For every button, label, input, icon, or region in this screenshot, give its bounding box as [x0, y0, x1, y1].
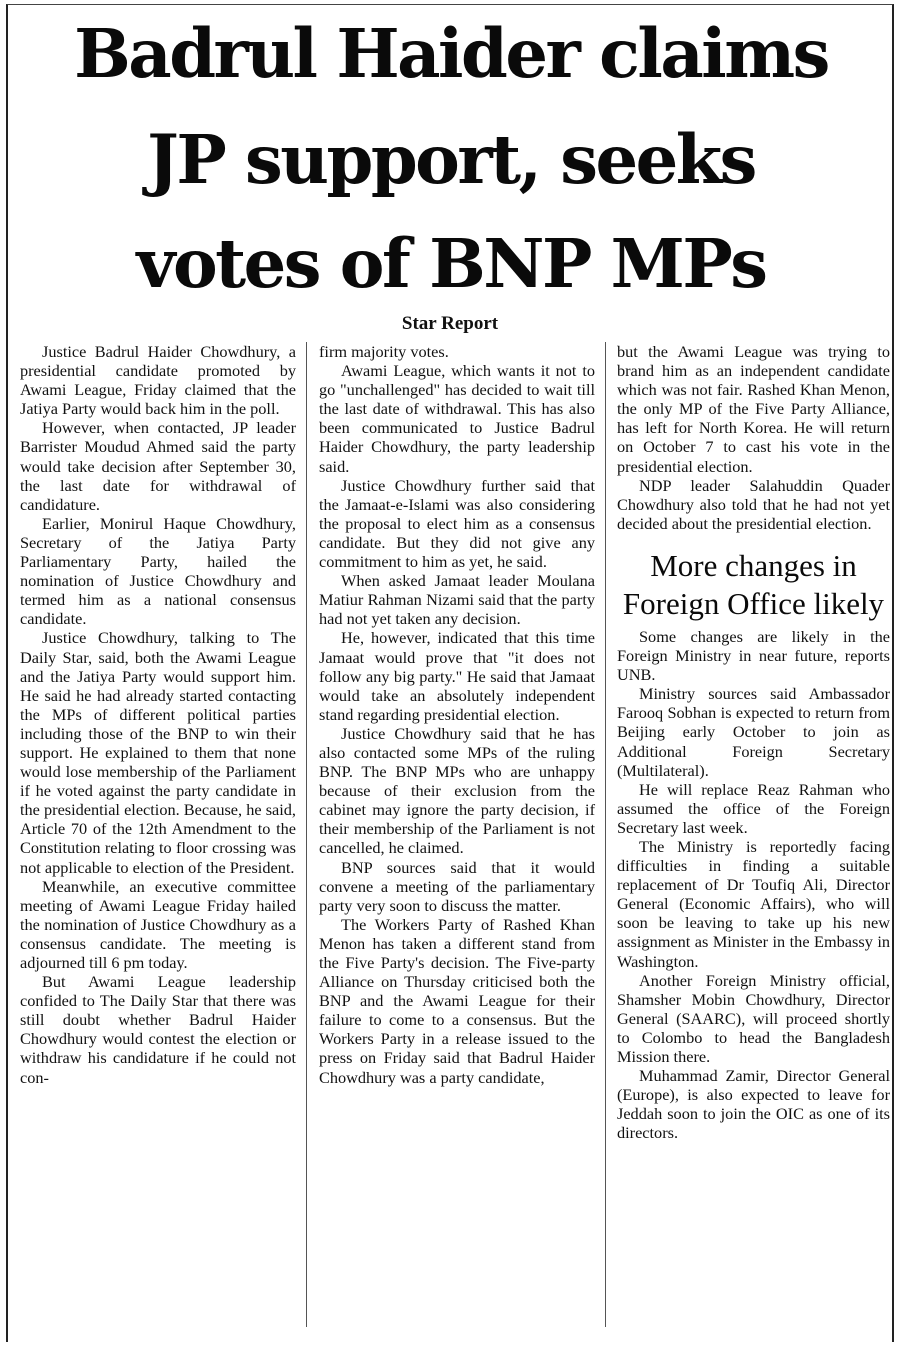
- sidebar-paragraph: He will replace Reaz Rahman who assumed the office of the Foreign Secretary last week.: [617, 779, 890, 837]
- article-column-1: [20, 342, 296, 1087]
- paragraph: NDP leader Salahuddin Quader Chowdhury also told that he had not yet decided about the presidential election.: [617, 475, 890, 533]
- paragraph: firm majority votes.: [319, 342, 449, 361]
- paragraph: BNP sources said that it would convene a meeting of the parliamentary party very soon to discuss the matter.: [319, 857, 595, 915]
- sidebar-paragraph: Some changes are likely in the Foreign Ministry in near future, reports UNB.: [617, 626, 890, 685]
- sidebar-paragraph: The Ministry is reportedly facing difficulties in finding a suitable replacement of Dr Toufiq Ali, Director General (Economic Affairs), who will soon be leaving to take up his new assignment as Minister in the Embassy in Washington.: [617, 836, 890, 971]
- paragraph: Earlier, Monirul Haque Chowdhury, Secretary of the Jatiya Party Parliamentary Party, hailed the nomination of Justice Chowdhury and termed him as a national consensus candidate.: [20, 513, 296, 629]
- column-divider: [605, 342, 606, 1327]
- paragraph: Justice Chowdhury further said that the Jamaat-e-Islami was also considering the proposal to elect him as a consensus candidate. But they did not give any commitment to him as yet, he said.: [319, 475, 595, 572]
- paragraph: Meanwhile, an executive committee meeting of Awami League Friday hailed the nomination of Justice Chowdhury as a consensus candidate. The meeting is adjourned till 6 pm today.: [20, 876, 296, 972]
- sidebar-paragraph: Muhammad Zamir, Director General (Europe), is also expected to leave for Jeddah soon to join the OIC as one of its directors.: [617, 1066, 890, 1143]
- paragraph: but the Awami League was trying to brand him as an independent candidate which was not fair. Rashed Khan Menon, the only MP of the Five Party Alliance, has left for North Korea. He will return on October 7 to cast his vote in the presidential election.: [617, 342, 890, 476]
- article-column-2: [319, 342, 595, 1087]
- paragraph: But Awami League leadership confided to The Daily Star that there was still doubt whether Badrul Haider Chowdhury would contest the election or withdraw his candidature if he could not con-: [20, 972, 296, 1087]
- sidebar-paragraph: Ministry sources said Ambassador Farooq Sobhan is expected to return from Beijing early October to join as Additional Foreign Secretary (Multilateral).: [617, 684, 890, 780]
- sidebar-paragraph: Another Foreign Ministry official, Shamsher Mobin Chowdhury, Director General (SAARC), will proceed shortly to Colombo to head the Bangladesh Mission there.: [617, 970, 890, 1066]
- paragraph: However, when contacted, JP leader Barrister Moudud Ahmed said the party would take decision after September 30, the last date for withdrawal of candidature.: [20, 418, 296, 514]
- paragraph: The Workers Party of Rashed Khan Menon has taken a different stand from the Five Party's decision. The Five-party Alliance on Thursday criticised both the BNP and the Awami League for their failure to come to a consensus. But the Workers Party in a release issued to the press on Friday said that Badrul Haider Chowdhury was a party candidate,: [319, 914, 595, 1087]
- paragraph: Awami League, which wants it not to go "unchallenged" has decided to wait till the last date of withdrawal. This has also been communicated to Justice Badrul Haider Chowdhury, the party leadership said.: [319, 361, 595, 476]
- byline: Star Report: [401, 313, 499, 334]
- headline-line-2: JP support, seeks: [147, 120, 755, 199]
- article-column-3: [617, 342, 890, 1142]
- paragraph: When asked Jamaat leader Moulana Matiur Rahman Nizami said that the party had not yet taken any decision.: [319, 571, 595, 629]
- column-divider: [306, 342, 307, 1327]
- paragraph: Justice Chowdhury, talking to The Daily Star, said, both the Awami League and the Jatiya Party would support him. He said he had already started contacting the MPs of different political parties including those of the BNP to win their support. He explained to them that none would lose membership of the Parliament if he voted against the party candidate in the presidential election. Because, he said, Article 70 of the 12th Amendment to the Constitution relating to floor crossing was not applicable to election of the President.: [20, 628, 296, 877]
- headline-line-1: Badrul Haider claims: [74, 14, 828, 93]
- headline-line-3: votes of BNP MPs: [136, 224, 766, 303]
- paragraph: Justice Badrul Haider Chowdhury, a presidential candidate promoted by Awami League, Friday claimed that the Jatiya Party would back him in the poll.: [20, 342, 296, 419]
- paragraph: He, however, indicated that this time Jamaat would prove that "it does not follow any big party." He said that Jamaat would take an absolutely independent stand regarding presidential election.: [319, 628, 595, 724]
- paragraph: Justice Chowdhury said that he has also contacted some MPs of the ruling BNP. The BNP MPs who are unhappy because of their exclusion from the cabinet may ignore the party decision, if their membership of the Parliament is not cancelled, he claimed.: [319, 723, 595, 858]
- sidebar-headline: More changes in Foreign Office likely: [622, 547, 885, 621]
